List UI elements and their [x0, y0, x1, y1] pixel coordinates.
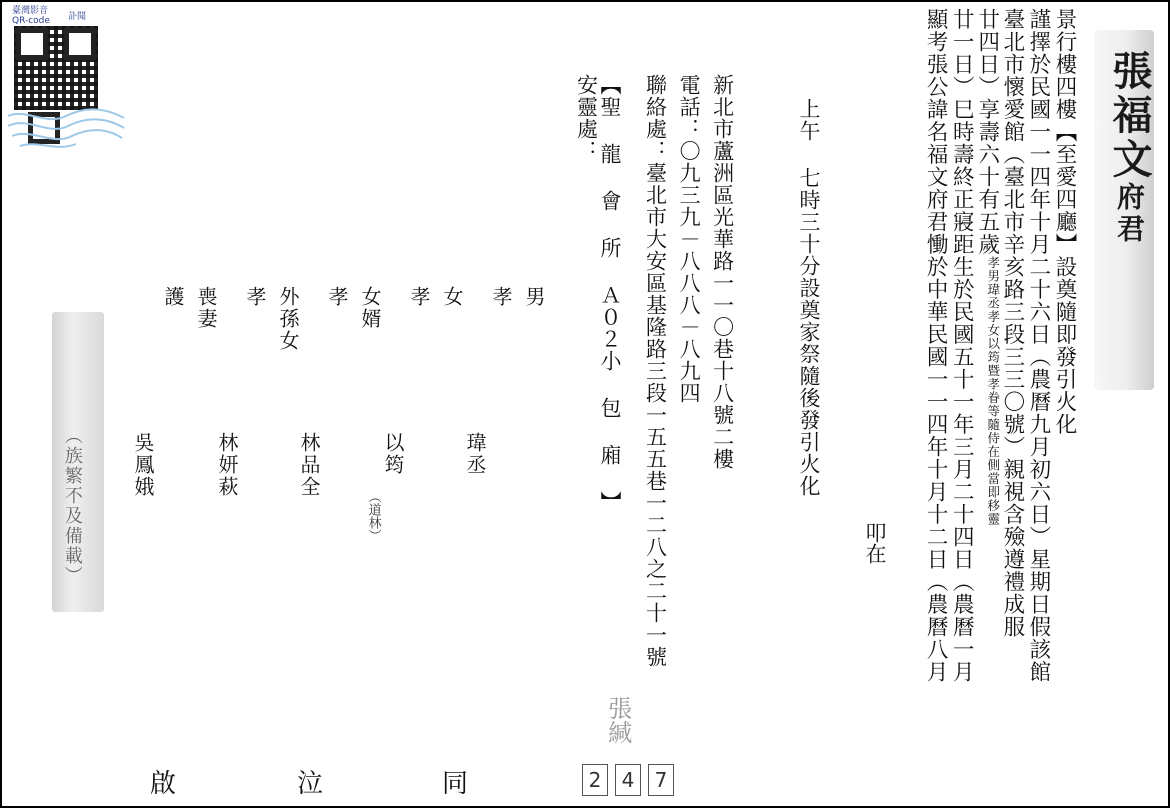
wave-decoration	[6, 106, 126, 152]
anling-label: 安靈處：	[574, 74, 599, 162]
family-3-role-text: 女婿	[358, 286, 382, 330]
serial-digit-3: 7	[648, 764, 674, 796]
liaison-value: 臺北市大安區基隆路三段一五五巷一二八之二十一號	[643, 162, 668, 668]
main-column-3	[974, 8, 1001, 526]
brand-cn-wrap	[68, 4, 86, 23]
main-column-3-text: 廿四日）享壽六十有五歲	[974, 8, 1000, 256]
info-block	[568, 74, 734, 668]
family-2-role-text: 女	[440, 286, 464, 308]
family-5-label	[160, 286, 185, 308]
family-2-note: （道林）	[365, 490, 381, 542]
main-column-2: 廿一日）巳時壽終正寢距生於民國五十一年三月二十四日（農曆一月	[949, 8, 975, 683]
seal-stamp: 張緘	[603, 696, 632, 744]
family-5-label-text: 護	[161, 286, 185, 308]
family-4-label-text: 孝	[243, 286, 267, 308]
main-column-4: 臺北市懷愛館（臺北市辛亥路三段三三〇號）親視含殮遵禮成服	[999, 8, 1025, 638]
bottom-word-qi: 泣	[297, 769, 326, 799]
title-main: 張福文	[1106, 50, 1153, 182]
page-title	[1106, 50, 1153, 246]
family-4-name: 林妍萩	[215, 432, 239, 498]
anling-value: 【聖 龍 會 所 Ａ０２小 包 廂 】	[598, 74, 623, 513]
main-column-1: 顯考張公諱名福文府君慟於中華民國一一四年十月十二日（農曆八月	[923, 8, 949, 683]
brand-logo	[12, 6, 50, 27]
main-column-5: 謹擇於民國一一四年十月二十六日（農曆九月初六日）星期日假該館	[1025, 8, 1051, 683]
family-member-5	[130, 286, 218, 330]
bottom-word-qi2: 啟	[150, 769, 179, 799]
title-suffix: 府君	[1113, 182, 1146, 246]
family-1-name: 瑋丞	[463, 432, 487, 476]
qr-code[interactable]	[14, 26, 98, 110]
address2: 新北市蘆洲區光華路一一〇巷十八號二樓	[710, 74, 735, 470]
serial-digit-2: 4	[615, 764, 641, 796]
kou-zai: 叩在	[863, 522, 888, 564]
phone-line	[677, 74, 701, 404]
family-3-role	[357, 286, 382, 330]
main-column-6: 景行樓四樓【至愛四廳】設奠隨即發引火化	[1052, 8, 1077, 436]
family-1-label	[488, 286, 513, 308]
family-1-label-text: 孝	[489, 286, 513, 308]
family-3-label	[324, 286, 349, 308]
family-1-role	[521, 286, 546, 308]
family-member-3	[294, 286, 382, 330]
serial-digit-1: 2	[582, 764, 608, 796]
bottom-word-tong: 同	[442, 769, 471, 799]
brand-line1: 臺灣影音	[12, 6, 49, 16]
family-2-role	[439, 286, 464, 308]
family-2-label-text: 孝	[407, 286, 431, 308]
family-5-role-text: 喪妻	[194, 286, 218, 330]
family-3-label-text: 孝	[325, 286, 349, 308]
main-text-block	[921, 8, 1076, 798]
family-4-role	[275, 286, 300, 352]
family-4-role-text: 外孫女	[276, 286, 300, 352]
family-4-label	[242, 286, 267, 308]
ribbon-note: （族繁不及備載）	[61, 426, 83, 586]
main-column-3-ruby: 孝男瑋丞孝女以筠暨孝眷等隨侍在側當即移靈	[985, 255, 1001, 526]
liaison-line	[643, 74, 667, 668]
brand-cn: 訃聞	[68, 12, 87, 22]
family-2-label	[406, 286, 431, 308]
family-member-4	[212, 286, 300, 352]
anling-line	[574, 74, 598, 162]
ceremony-time: 上午 七時三十分設奠家祭隨後發引火化	[797, 98, 822, 497]
serial-number	[582, 764, 674, 796]
family-2-name: 以筠	[381, 432, 405, 476]
family-member-1	[458, 286, 546, 308]
family-5-role	[193, 286, 218, 330]
phone-label: 電話：	[677, 74, 702, 140]
family-3-name: 林品全	[297, 432, 321, 498]
family-1-role-text: 男	[522, 286, 546, 308]
phone-value: 〇九三九－八八八－八九四	[677, 140, 702, 404]
liaison-label: 聯絡處：	[643, 74, 668, 162]
family-member-2	[376, 286, 464, 308]
brand-line2: QR-code	[12, 16, 50, 27]
family-5-name: 吳鳳娥	[131, 432, 155, 498]
